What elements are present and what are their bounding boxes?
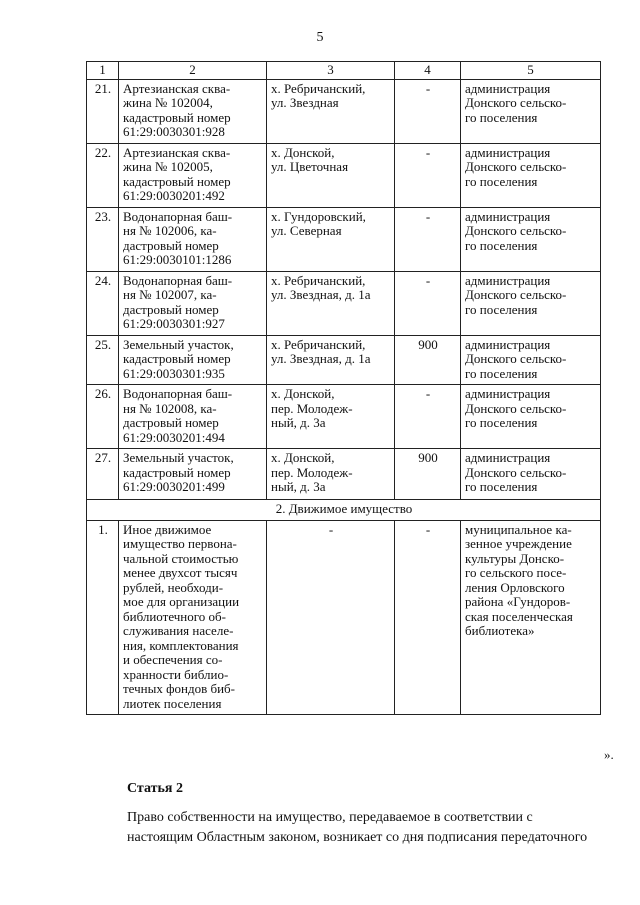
cell-line: зенное учреждение [465,536,572,551]
cell-line: Водонапорная баш- [123,208,233,224]
cell-line: администрация [465,386,551,401]
object-name [119,207,267,271]
table-row [87,449,601,500]
object-area: - [395,143,461,207]
cell-line: культуры Донско- [465,550,565,566]
object-owner [461,143,601,207]
cell-line: го поселения [465,173,538,189]
article-line: Право собственности на имущество, передаваемое в соответствии с [127,810,533,825]
cell-line: дастровый номер [123,415,219,430]
table-row [87,335,601,385]
row-number: 27. [87,449,119,500]
cell-line: администрация [465,208,551,224]
cell-line: Донского сельско- [465,464,567,480]
cell-line: го поселения [465,237,538,253]
table-row [87,271,601,335]
object-area: 900 [395,449,461,500]
object-owner [461,520,601,715]
object-name [119,385,267,449]
cell-line: лиотек поселения [123,695,222,711]
cell-line: менее двухсот тысяч [123,565,238,580]
cell-line: х. Ребричанский, [271,272,366,288]
table-row [87,143,601,207]
cell-line: и обеспечения со- [123,652,223,667]
cell-line: го сельского посе- [465,565,567,580]
header-cell-5: 5 [461,62,601,80]
cell-line: го поселения [465,109,538,125]
cell-line: Артезианская сква- [123,80,231,96]
cell-line: библиотека» [465,623,535,638]
cell-line: кадастровый номер [123,464,231,480]
row-number: 24. [87,271,119,335]
row-number: 21. [87,79,119,143]
cell-line: пер. Молодеж- [271,400,353,416]
object-owner [461,271,601,335]
table-row [87,79,601,143]
cell-line: чальной стоимостью [123,550,239,566]
cell-line: дастровый номер [123,237,219,253]
table-header-row [87,62,601,80]
cell-line: ул. Звездная [271,95,339,110]
cell-line: ул. Звездная, д. 1а [271,351,371,366]
cell-line: ул. Северная [271,223,342,238]
object-address [267,335,395,385]
cell-line: 61:29:0030101:1286 [123,252,232,267]
cell-line: района «Гундоров- [465,594,571,609]
header-cell-2: 2 [119,62,267,80]
cell-line: дастровый номер [123,301,219,317]
cell-line: течных фондов биб- [123,681,236,696]
cell-line: служивания населе- [123,623,234,638]
header-cell-4: 4 [395,62,461,80]
object-owner [461,449,601,500]
object-address: - [267,520,395,715]
row-number: 22. [87,143,119,207]
cell-line: пер. Молодеж- [271,464,353,480]
property-table-body [87,62,601,715]
cell-line: библиотечного об- [123,608,226,624]
cell-line: кадастровый номер [123,109,231,125]
cell-line: ул. Цветочная [271,159,349,174]
cell-line: Водонапорная баш- [123,272,233,288]
cell-line: ный, д. 3а [271,479,326,494]
section-row [87,500,601,521]
page-number: 5 [316,30,324,45]
cell-line: Донского сельско- [465,351,567,366]
article-line: настоящим Областным законом, возникает со дня подписания передаточного [127,830,588,845]
cell-line: ская поселенческая [465,608,573,624]
cell-line: Донского сельско- [465,400,567,416]
closing-quote: ». [604,747,614,762]
cell-line: Донского сельско- [465,223,567,238]
cell-line: ления Орловского [465,579,565,595]
cell-line: х. Гундоровский, [271,208,366,224]
object-name [119,335,267,385]
cell-line: х. Донской, [271,386,335,401]
object-area: - [395,207,461,271]
object-address [267,143,395,207]
object-name [119,143,267,207]
row-number: 25. [87,335,119,385]
object-address [267,271,395,335]
object-area: - [395,271,461,335]
article-paragraph [86,808,600,848]
object-name [119,520,267,715]
cell-line: ня № 102008, ка- [123,400,217,416]
cell-line: го поселения [465,301,538,317]
row-number: 23. [87,207,119,271]
cell-line: ния, комплектования [123,637,239,653]
cell-line: го поселения [465,479,538,494]
object-owner [461,79,601,143]
cell-line: администрация [465,450,551,465]
cell-line: го поселения [465,415,538,430]
object-owner [461,335,601,385]
object-area: - [395,385,461,449]
cell-line: Земельный участок, [123,450,234,465]
table-row [87,385,601,449]
cell-line: ул. Звездная, д. 1а [271,287,371,302]
object-owner [461,207,601,271]
cell-line: 61:29:0030201:492 [123,188,225,203]
cell-line: 61:29:0030201:494 [123,429,225,445]
cell-line: муниципальное ка- [465,521,572,537]
object-name [119,79,267,143]
cell-line: имущество первона- [123,536,237,551]
cell-line: мое для организации [123,594,240,609]
cell-line: хранности библио- [123,666,229,682]
object-name [119,449,267,500]
object-address [267,385,395,449]
cell-line: 61:29:0030301:935 [123,365,225,381]
row-number: 1. [87,520,119,715]
cell-line: х. Донской, [271,144,335,160]
cell-line: жина № 102005, [123,159,213,174]
cell-line: Водонапорная баш- [123,386,233,401]
cell-line: Донского сельско- [465,159,567,174]
cell-line: жина № 102004, [123,95,213,110]
cell-line: ня № 102006, ка- [123,223,217,238]
cell-line: х. Ребричанский, [271,80,366,96]
table-row [87,207,601,271]
cell-line: Иное движимое [123,521,212,537]
cell-line: Артезианская сква- [123,144,231,160]
cell-line: го поселения [465,365,538,381]
cell-line: ный, д. 3а [271,415,326,430]
property-table [86,61,601,715]
object-address [267,207,395,271]
table-row [87,520,601,715]
header-cell-3: 3 [267,62,395,80]
cell-line: Донского сельско- [465,95,567,110]
cell-line: 61:29:0030301:927 [123,316,225,331]
object-area: - [395,520,461,715]
object-owner [461,385,601,449]
section-title: 2. Движимое имущество [87,500,601,521]
article-title: Статья 2 [127,781,183,796]
row-number: 26. [87,385,119,449]
cell-line: 61:29:0030201:499 [123,479,225,494]
cell-line: администрация [465,144,551,160]
cell-line: Земельный участок, [123,336,234,352]
cell-line: х. Донской, [271,450,335,465]
cell-line: администрация [465,336,551,352]
cell-line: администрация [465,272,551,288]
cell-line: х. Ребричанский, [271,336,366,352]
cell-line: Донского сельско- [465,287,567,302]
cell-line: 61:29:0030301:928 [123,124,225,139]
cell-line: администрация [465,80,551,96]
object-area: 900 [395,335,461,385]
object-name [119,271,267,335]
object-address [267,79,395,143]
object-area: - [395,79,461,143]
cell-line: ня № 102007, ка- [123,287,217,302]
header-cell-1: 1 [87,62,119,80]
object-address [267,449,395,500]
cell-line: рублей, необходи- [123,579,224,595]
cell-line: кадастровый номер [123,173,231,189]
cell-line: кадастровый номер [123,351,231,366]
